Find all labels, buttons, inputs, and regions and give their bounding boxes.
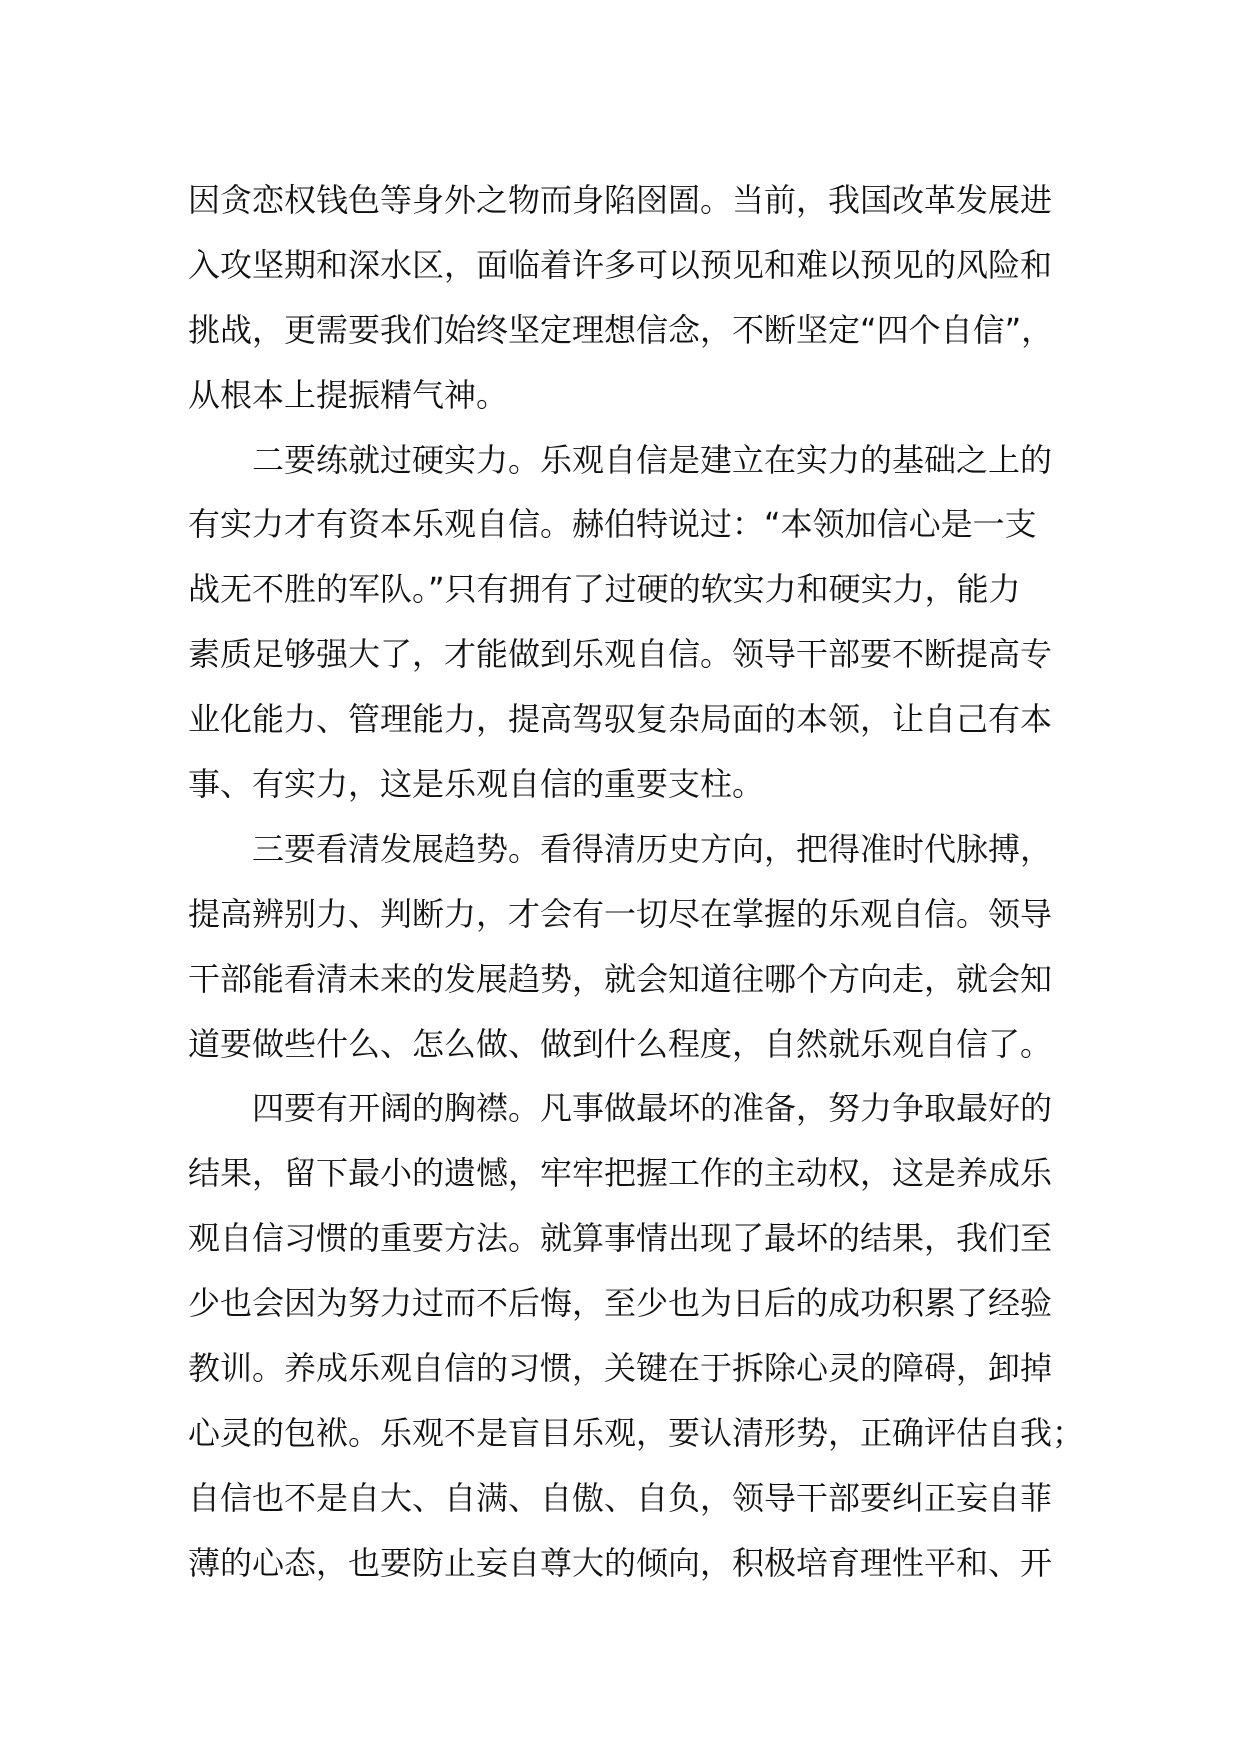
text-line: 薄的心态，也要防止妄自尊大的倾向，积极培育理性平和、开 [188, 1543, 1053, 1582]
text-line: 结果，留下最小的遗憾，牢牢把握工作的主动权，这是养成乐 [188, 1154, 1053, 1193]
text-line: 素质足够强大了，才能做到乐观自信。领导干部要不断提高专 [188, 635, 1053, 674]
text-line: 挑战，更需要我们始终坚定理想信念，不断坚定“四个自信”， [188, 310, 1054, 349]
body-text [188, 168, 1088, 1596]
text-line: 入攻坚期和深水区，面临着许多可以预见和难以预见的风险和 [188, 245, 1053, 284]
text-line: 干部能看清未来的发展趋势，就会知道往哪个方向走，就会知 [188, 959, 1053, 998]
text-line: 道要做些什么、怎么做、做到什么程度，自然就乐观自信了。 [188, 1024, 1053, 1063]
text-line: 自信也不是自大、自满、自傲、自负，领导干部要纠正妄自菲 [188, 1478, 1053, 1517]
text-line: 提高辨别力、判断力，才会有一切尽在掌握的乐观自信。领导 [188, 894, 1053, 933]
text-line: 教训。养成乐观自信的习惯，关键在于拆除心灵的障碍，卸掉 [188, 1349, 1053, 1388]
text-line: 观自信习惯的重要方法。就算事情出现了最坏的结果，我们至 [188, 1219, 1053, 1258]
paragraph-start-line: 四要有开阔的胸襟。凡事做最坏的准备，努力争取最好的 [252, 1089, 1053, 1128]
text-line: 事、有实力，这是乐观自信的重要支柱。 [188, 765, 765, 804]
text-line: 从根本上提振精气神。 [188, 375, 509, 414]
text-line: 少也会因为努力过而不后悔，至少也为日后的成功积累了经验 [188, 1284, 1053, 1323]
text-line: 因贪恋权钱色等身外之物而身陷囹圄。当前，我国改革发展进 [188, 181, 1053, 219]
text-line: 心灵的包袱。乐观不是盲目乐观，要认清形势，正确评估自我； [188, 1413, 1085, 1452]
text-line: 业化能力、管理能力，提高驾驭复杂局面的本领，让自己有本 [188, 700, 1053, 739]
paragraph-start-line: 二要练就过硬实力。乐观自信是建立在实力的基础之上的 [252, 440, 1053, 479]
text-line: 战无不胜的军队。”只有拥有了过硬的软实力和硬实力，能力 [188, 570, 1021, 609]
text-line: 有实力才有资本乐观自信。赫伯特说过：“本领加信心是一支 [188, 505, 1037, 544]
paragraph-start-line: 三要看清发展趋势。看得清历史方向，把得准时代脉搏， [252, 829, 1053, 868]
